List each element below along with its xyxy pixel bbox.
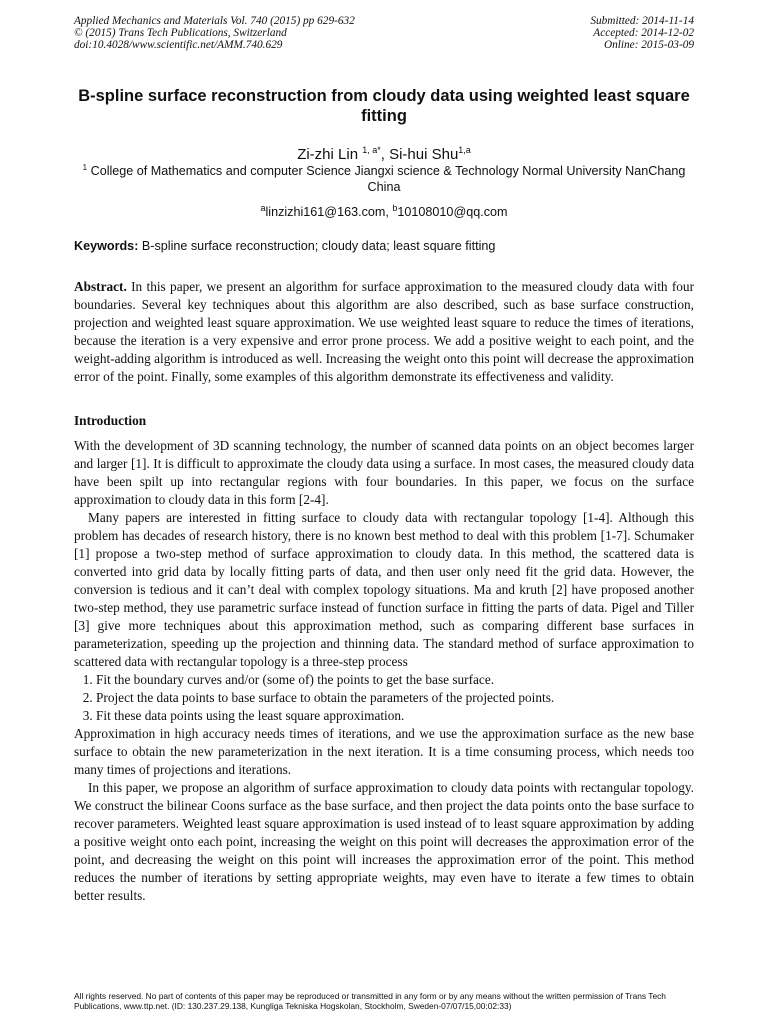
- abstract-text: In this paper, we present an algorithm for surface approximation to the measured cloudy data with four boundaries. Several key techniques about this algorithm are also described, such as base surface construction, projection and weighted least square approximation. We use weighted least square to reduce the times of iterations, because the iteration is a very expensive and error prone process. We add a positive weight to each point, and the weight-adding algorithm is introduced as well. Increasing the weight onto this point will decrease the approximation error of the point. Finally, some examples of this algorithm demonstrate its effectiveness and validity.: [74, 279, 694, 384]
- abstract: [74, 278, 694, 386]
- affiliation: [74, 160, 694, 195]
- keywords-text: B-spline surface reconstruction; cloudy data; least square fitting: [138, 239, 496, 253]
- author-separator: ,: [380, 146, 390, 163]
- section-heading: Introduction: [74, 413, 147, 428]
- author-name: Si-hui Shu: [389, 146, 459, 163]
- author-affiliation-marker: 1, a*: [362, 145, 381, 155]
- paragraph: In this paper, we propose an algorithm of surface approximation to cloudy data points with rectangular topology. We construct the bilinear Coons surface as the base surface, and then project the data points onto the base surface to recover parameters. Weighted least square approximation is used instead of to least square approximation by adding a positive weight onto each point, increasing the weight on this point will decreases the approximation error of the point, and decreasing the weight on this point will increases the approximation error of the point. This method reduces the number of iterations by setting appropriate weights, may even have to iterate a few times to obtain better results.: [74, 780, 694, 903]
- affiliation-marker: 1: [82, 163, 88, 172]
- keywords: [74, 238, 694, 254]
- introduction-body: [74, 437, 694, 905]
- paragraph: Many papers are interested in fitting surface to cloudy data with rectangular topology [1-4]. Although this problem has decades of research history, there is no known best method to deal with this problem [1-7]. Schumaker [1] propose a two-step method of surface approximation to cloudy data. In this method, the scattered data is converted into grid data by locally fitting parts of data, and then user only need fit the grid data. However, the conversion is tedious and it can’t deal with complex topology situations. Ma and kruth [2] have proposed another two-step method, they use parametric surface instead of function surface in fitting the parts of data. Pigel and Tiller [3] give more techniques about this approximation method, such as comparing different base surfaces in parameterization, speeding up the projection and thinning data. The standard method of surface approximation to scattered data with rectangular topology is a three-step process: [74, 510, 694, 669]
- publication-dates: [454, 15, 694, 52]
- email-link: 10108010@qq.com: [397, 205, 508, 220]
- submitted-date: Submitted: 2014-11-14: [590, 15, 694, 27]
- journal-line: Applied Mechanics and Materials Vol. 740 (2015) pp 629-632: [74, 15, 355, 27]
- online-date: Online: 2015-03-09: [603, 39, 694, 52]
- list-item: 1. Fit the boundary curves and/or (some of) the points to get the base surface.: [96, 671, 694, 689]
- paper-title: B-spline surface reconstruction from cloudy data using weighted least square fitting: [78, 87, 690, 125]
- copyright-line: © (2015) Trans Tech Publications, Switzerland: [74, 27, 287, 40]
- abstract-label: Abstract.: [74, 279, 127, 294]
- copyright-footer: All rights reserved. No part of contents of this paper may be reproduced or transmitted in any form or by any means without the written permission of Trans Tech Publications, www.ttp.net. (ID: 130.237.29.138, Kungliga Tekniska Hogskolan, Stockholm, Sweden-07/07/15,00:02:33): [74, 991, 666, 1011]
- keywords-label: Keywords:: [74, 239, 139, 253]
- email-marker: b: [392, 203, 398, 213]
- list-item: 2. Project the data points to base surface to obtain the parameters of the projected points.: [96, 689, 694, 707]
- author-emails: [74, 200, 694, 220]
- paragraph: With the development of 3D scanning technology, the number of scanned data points on an object becomes larger and larger [1]. It is difficult to approximate the cloudy data using a surface. In most cases, the measured cloudy data have been spilt up into rectangular regions with four boundaries. In this paper, we focus on the surface approximation to cloudy data in this form [2-4].: [74, 438, 694, 507]
- author-name: Zi-zhi Lin: [297, 146, 359, 163]
- step-list: [74, 671, 694, 725]
- list-item: 3. Fit these data points using the least square approximation.: [96, 707, 694, 725]
- author-affiliation-marker: 1,a: [458, 145, 471, 155]
- doi-line: doi:10.4028/www.scientific.net/AMM.740.629: [74, 39, 283, 52]
- email-marker: a: [260, 203, 266, 213]
- email-separator: ,: [385, 205, 393, 220]
- affiliation-text: College of Mathematics and computer Science Jiangxi science & Technology Normal University NanChang China: [90, 164, 686, 195]
- email-link: linzizhi161@163.com: [265, 205, 386, 220]
- accepted-date: Accepted: 2014-12-02: [593, 27, 694, 40]
- paragraph: Approximation in high accuracy needs times of iterations, and we use the approximation surface as the new base surface to obtain the new parameterization in the next iteration. It is a time consuming process, which needs too many times of projections and iterations.: [74, 726, 694, 777]
- publication-info: [74, 15, 494, 52]
